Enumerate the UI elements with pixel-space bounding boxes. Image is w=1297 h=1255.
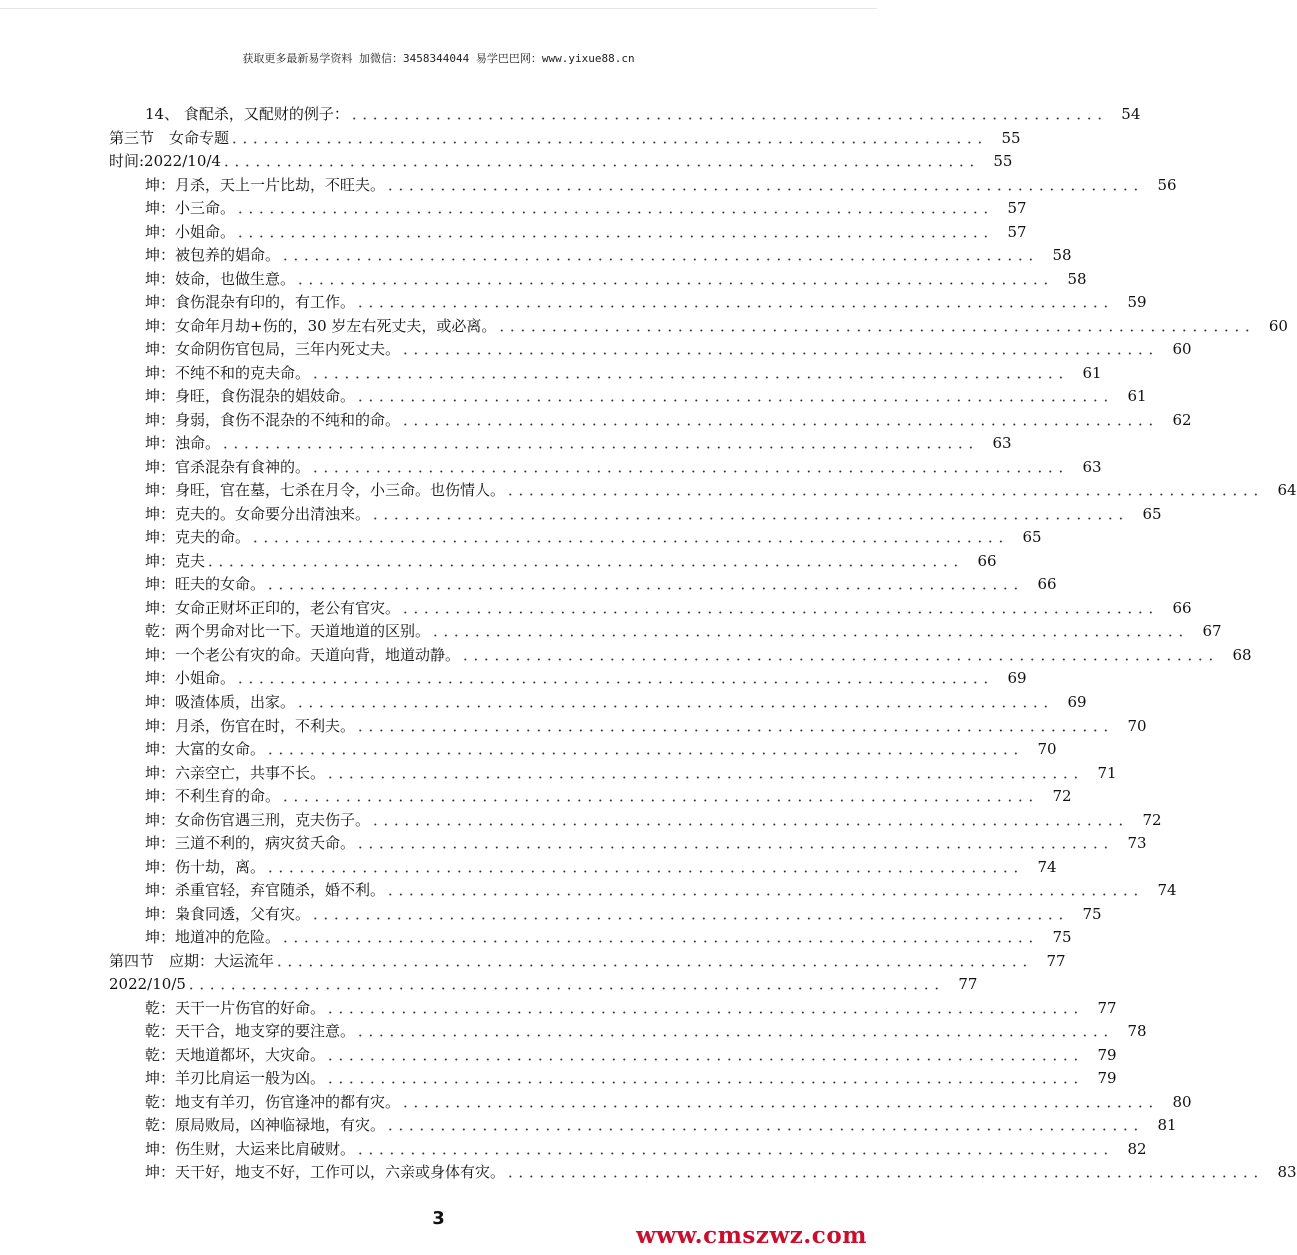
toc-entry-title: 坤：克夫的。女命要分出清浊来。 — [145, 504, 371, 523]
toc-entry — [109, 1162, 1297, 1182]
dot-leader: ．．．．．．．．．．．．．．．．．．．．．．．．．．．．．．．．．．．．．．．．．．．．．．．．．．．．．．．．．．．．．．．．．．．．．．．． — [298, 693, 1062, 711]
toc-entry-page: 62 — [1172, 410, 1192, 429]
toc-entry-title: 坤：小三命。 — [145, 199, 236, 218]
toc-entry-title: 坤：地道冲的危险。 — [145, 928, 281, 947]
dot-leader: ．．．．．．．．．．．．．．．．．．．．．．．．．．．．．．．．．．．．．．．．．．．．．．．．．．．．．．．．．．．．．．．．．．．．．．．． — [403, 598, 1167, 617]
toc-entry-page: 54 — [1121, 105, 1141, 123]
toc-entry-title: 坤：官杀混杂有食神的。 — [145, 457, 311, 476]
toc-entry-title: 乾：原局败局，凶神临禄地，有灾。 — [145, 1116, 386, 1135]
toc-entry-title: 14、 食配杀，又配财的例子： — [145, 105, 349, 123]
dot-leader: ．．．．．．．．．．．．．．．．．．．．．．．．．．．．．．．．．．．．．．．．．．．．．．．．．．．．．．．．．．．．．．．．．．．．．．．． — [463, 645, 1227, 664]
toc-entry-page: 70 — [1037, 740, 1057, 759]
toc-entry — [109, 363, 1102, 383]
dot-leader: ．．．．．．．．．．．．．．．．．．．．．．．．．．．．．．．．．．．．．．．．．．．．．．．．．．．．．．．．．．．．．．．．．．．．．．．． — [328, 763, 1092, 782]
dot-leader: ．．．．．．．．．．．．．．．．．．．．．．．．．．．．．．．．．．．．．．．．．．．．．．．．．．．．．．．．．．．．．．．．．．．．．．．． — [358, 1139, 1122, 1158]
dot-leader: ．．．．．．．．．．．．．．．．．．．．．．．．．．．．．．．．．．．．．．．．．．．．．．．．．．．．．．．．．．．．．．．．．．．．．．．． — [188, 975, 953, 994]
toc-entry-page: 59 — [1127, 293, 1147, 312]
toc-entry — [109, 410, 1192, 430]
toc-entry — [109, 904, 1102, 924]
toc-entry-page: 73 — [1127, 834, 1147, 853]
dot-leader: ．．．．．．．．．．．．．．．．．．．．．．．．．．．．．．．．．．．．．．．．．．．．．．．．．．．．．．．．．．．．．．．．．．．．．．．． — [328, 1069, 1092, 1088]
toc-entry — [109, 810, 1162, 830]
dot-leader: ．．．．．．．．．．．．．．．．．．．．．．．．．．．．．．．．．．．．．．．．．．．．．．．．．．．．．．．．．．．．．．．．．．．．．．．． — [358, 387, 1122, 406]
toc-entry — [109, 739, 1057, 759]
dot-leader: ．．．．．．．．．．．．．．．．．．．．．．．．．．．．．．．．．．．．．．．．．．．．．．．．．．．．．．．．．．．．．．．．．．．．．．．． — [283, 787, 1047, 806]
toc-entry — [109, 1068, 1117, 1088]
toc-entry-page: 83 — [1277, 1163, 1297, 1182]
toc-entry-title: 坤：被包养的娼命。 — [145, 246, 281, 265]
dot-leader: ．．．．．．．．．．．．．．．．．．．．．．．．．．．．．．．．．．．．．．．．．．．．．．．．．．．．．．．．．．．．．．．．．．．．．．．． — [313, 363, 1077, 382]
toc-entry-title: 坤：女命年月劫+伤的，30 岁左右死丈夫，或必离。 — [145, 316, 497, 335]
toc-entry — [109, 621, 1222, 641]
dot-leader: ．．．．．．．．．．．．．．．．．．．．．．．．．．．．．．．．．．．．．．．．．．．．．．．．．．．．．．．．．．．．．．．．．．．．．．．． — [373, 504, 1137, 523]
dot-leader: ．．．．．．．．．．．．．．．．．．．．．．．．．．．．．．．．．．．．．．．．．．．．．．．．．．．．．．．．．．．．．．．．．．．．．．．． — [403, 1092, 1167, 1111]
toc-entry-page: 60 — [1268, 316, 1288, 335]
toc-entry-title: 坤：小姐命。 — [145, 669, 236, 688]
toc-entry-page: 72 — [1142, 810, 1162, 829]
toc-entry — [109, 433, 1012, 453]
toc-entry-page: 81 — [1157, 1116, 1177, 1135]
dot-leader: ．．．．．．．．．．．．．．．．．．．．．．．．．．．．．．．．．．．．．．．．．．．．．．．．．．．．．．．．．．．．．．．．．．．．．．．． — [388, 881, 1152, 900]
toc-entry — [109, 927, 1072, 947]
toc-entry-page: 61 — [1127, 387, 1147, 406]
toc-entry-title: 坤：大富的女命。 — [145, 740, 266, 759]
toc-entry — [109, 339, 1192, 359]
toc-entry-title: 第三节 女命专题 — [109, 128, 230, 147]
toc-entry-page: 56 — [1157, 175, 1177, 194]
toc-entry-page: 78 — [1127, 1022, 1147, 1041]
toc-entry — [109, 504, 1162, 524]
dot-leader: ．．．．．．．．．．．．．．．．．．．．．．．．．．．．．．．．．．．．．．．．．．．．．．．．．．．．．．．．．．．．．．．．．．．．．．．． — [277, 951, 1041, 970]
toc-entry-title: 坤：妓命，也做生意。 — [145, 269, 296, 288]
toc-entry — [109, 668, 1027, 688]
toc-entry-page: 69 — [1007, 669, 1027, 688]
toc-entry — [109, 198, 1027, 218]
toc-entry-title: 坤：六亲空亡，共事不长。 — [145, 763, 326, 782]
toc-entry — [109, 222, 1027, 242]
toc-entry — [109, 104, 1141, 124]
dot-leader: ．．．．．．．．．．．．．．．．．．．．．．．．．．．．．．．．．．．．．．．．．．．．．．．．．．．．．．．．．．．．．．．．．．．．．．．． — [268, 740, 1032, 759]
toc-entry-page: 82 — [1127, 1139, 1147, 1158]
toc-entry-title: 坤：伤生财，大运来比肩破财。 — [145, 1139, 356, 1158]
dot-leader: ．．．．．．．．．．．．．．．．．．．．．．．．．．．．．．．．．．．．．．．．．．．．．．．．．．．．．．．．．．．．．．．．．．．．．．．． — [298, 269, 1062, 288]
dot-leader: ．．．．．．．．．．．．．．．．．．．．．．．．．．．．．．．．．．．．．．．．．．．．．．．．．．．．．．．．．．．．．．．．．．．．．．．． — [508, 481, 1272, 500]
dot-leader: ．．．．．．．．．．．．．．．．．．．．．．．．．．．．．．．．．．．．．．．．．．．．．．．．．．．．．．．．．．．．．．．．．．．．．．．． — [223, 152, 988, 171]
dot-leader: ．．．．．．．．．．．．．．．．．．．．．．．．．．．．．．．．．．．．．．．．．．．．．．．．．．．．．．．．．．．．．．．．．．．．．．．． — [328, 1045, 1092, 1064]
toc-entry-title: 2022/10/5 — [109, 975, 186, 994]
toc-entry-page: 57 — [1007, 222, 1027, 241]
toc-entry — [109, 1045, 1117, 1065]
toc-entry — [109, 527, 1042, 547]
toc-entry-page: 70 — [1127, 716, 1147, 735]
dot-leader: ．．．．．．．．．．．．．．．．．．．．．．．．．．．．．．．．．．．．．．．．．．．．．．．．．．．．．．．．．．．．．．．．．．．．．．．． — [208, 551, 972, 570]
toc-entry-title: 坤：不利生育的命。 — [145, 787, 281, 806]
toc-entry-page: 77 — [1046, 951, 1066, 970]
toc-entry-page: 58 — [1067, 269, 1087, 288]
toc-entry-page: 79 — [1097, 1045, 1117, 1064]
toc-entry-page: 63 — [1082, 457, 1102, 476]
toc-entry-title: 坤：身旺，官在墓，七杀在月令，小三命。也伤情人。 — [145, 481, 506, 500]
toc-entry-page: 66 — [1037, 575, 1057, 594]
toc-entry — [109, 645, 1252, 665]
dot-leader: ．．．．．．．．．．．．．．．．．．．．．．．．．．．．．．．．．．．．．．．．．．．．．．．．．．．．．．．．．．．．．．．．．．．．．．．． — [238, 199, 1002, 218]
toc-entry-page: 75 — [1052, 928, 1072, 947]
dot-leader: ．．．．．．．．．．．．．．．．．．．．．．．．．．．．．．．．．．．．．．．．．．．．．．．．．．．．．．．．．．．．．．．．．．．．．．．． — [253, 528, 1017, 547]
dot-leader: ．．．．．．．．．．．．．．．．．．．．．．．．．．．．．．．．．．．．．．．．．．．．．．．．．．．．．．．．．．．．．．．．．．．．．．．． — [268, 857, 1032, 876]
toc-entry — [109, 833, 1147, 853]
toc-entry-title: 坤：羊刃比肩运一般为凶。 — [145, 1069, 326, 1088]
toc-entry-title: 乾：天地道都坏，大灾命。 — [145, 1045, 326, 1064]
toc-entry-page: 63 — [992, 434, 1012, 453]
toc-entry-title: 坤：克夫 — [145, 551, 206, 570]
toc-entry-title: 坤：月杀，天上一片比劫，不旺夫。 — [145, 175, 386, 194]
toc-entry-title: 坤：女命正财坏正印的，老公有官灾。 — [145, 598, 401, 617]
toc-entry-title: 坤：天干好，地支不好，工作可以，六亲或身体有灾。 — [145, 1163, 506, 1182]
toc-entry-title: 坤：女命阴伤官包局，三年内死丈夫。 — [145, 340, 401, 359]
toc-entry — [109, 716, 1147, 736]
toc-entry-page: 72 — [1052, 787, 1072, 806]
dot-leader: ．．．．．．．．．．．．．．．．．．．．．．．．．．．．．．．．．．．．．．．．．．．．．．．．．．．．．．．．．．．．．．．．．．．．．．．． — [232, 128, 996, 147]
toc-entry-page: 55 — [993, 152, 1013, 171]
toc-entry-page: 80 — [1172, 1092, 1192, 1111]
dot-leader: ．．．．．．．．．．．．．．．．．．．．．．．．．．．．．．．．．．．．．．．．．．．．．．．．．．．．．．．．．．．．．．．．．．．．．．．． — [358, 1022, 1122, 1041]
toc-entry-title: 坤：食伤混杂有印的，有工作。 — [145, 293, 356, 312]
toc-entry-title: 第四节 应期：大运流年 — [109, 951, 275, 970]
toc-entry-title: 坤：三道不利的，病灾贫夭命。 — [145, 834, 356, 853]
dot-leader: ．．．．．．．．．．．．．．．．．．．．．．．．．．．．．．．．．．．．．．．．．．．．．．．．．．．．．．．．．．．．．．．．．．．．．．．． — [223, 434, 987, 453]
dot-leader: ．．．．．．．．．．．．．．．．．．．．．．．．．．．．．．．．．．．．．．．．．．．．．．．．．．．．．．．．．．．．．．．．．．．．．．．． — [358, 834, 1122, 853]
toc-entry — [109, 316, 1288, 336]
toc-entry-title: 乾：两个男命对比一下。天道地道的区别。 — [145, 622, 431, 641]
toc-entry — [109, 1092, 1192, 1112]
dot-leader: ．．．．．．．．．．．．．．．．．．．．．．．．．．．．．．．．．．．．．．．．．．．．．．．．．．．．．．．．．．．．．．．．．．．．．．．． — [328, 998, 1092, 1017]
dot-leader: ．．．．．．．．．．．．．．．．．．．．．．．．．．．．．．．．．．．．．．．．．．．．．．．．．．．．．．．．．．．．．．．．．．．．．．．． — [283, 246, 1047, 265]
toc-entry-title: 坤：吸渣体质，出家。 — [145, 693, 296, 711]
toc-entry-title: 时间:2022/10/4 — [109, 152, 221, 171]
dot-leader: ．．．．．．．．．．．．．．．．．．．．．．．．．．．．．．．．．．．．．．．．．．．．．．．．．．．．．．．．．．．．．．．．．．．．．．．． — [403, 410, 1167, 429]
dot-leader: ．．．．．．．．．．．．．．．．．．．．．．．．．．．．．．．．．．．．．．．．．．．．．．．．．．．．．．．．．．．．．．．．．．．．．．．． — [351, 105, 1116, 123]
toc-entry-page: 57 — [1007, 199, 1027, 218]
toc-entry — [109, 175, 1177, 195]
toc-entry — [109, 1139, 1147, 1159]
toc-entry — [109, 1021, 1147, 1041]
toc-entry — [109, 574, 1057, 594]
toc-entry-page: 60 — [1172, 340, 1192, 359]
toc-entry-title: 坤：克夫的命。 — [145, 528, 251, 547]
top-border-line — [0, 8, 877, 9]
toc-entry-page: 68 — [1232, 645, 1252, 664]
toc-entry-page: 65 — [1142, 504, 1162, 523]
toc-entry-page: 79 — [1097, 1069, 1117, 1088]
dot-leader: ．．．．．．．．．．．．．．．．．．．．．．．．．．．．．．．．．．．．．．．．．．．．．．．．．．．．．．．．．．．．．．．．．．．．．．．． — [268, 575, 1032, 594]
toc-entry-page: 66 — [1172, 598, 1192, 617]
dot-leader: ．．．．．．．．．．．．．．．．．．．．．．．．．．．．．．．．．．．．．．．．．．．．．．．．．．．．．．．．．．．．．．．．．．．．．．．． — [499, 316, 1263, 335]
toc-entry-page: 61 — [1082, 363, 1102, 382]
toc-entry-title: 乾：天干一片伤官的好命。 — [145, 998, 326, 1017]
toc-entry — [109, 386, 1147, 406]
toc-entry — [109, 551, 997, 571]
toc-entry-title: 乾：地支有羊刃，伤官逢冲的都有灾。 — [145, 1092, 401, 1111]
toc-entry — [109, 998, 1117, 1018]
toc-entry — [109, 786, 1072, 806]
dot-leader: ．．．．．．．．．．．．．．．．．．．．．．．．．．．．．．．．．．．．．．．．．．．．．．．．．．．．．．．．．．．．．．．．．．．．．．．． — [358, 293, 1122, 312]
toc-entry-page: 77 — [1097, 998, 1117, 1017]
toc-entry-title: 坤：杀重官轻，弃官随杀，婚不利。 — [145, 881, 386, 900]
dot-leader: ．．．．．．．．．．．．．．．．．．．．．．．．．．．．．．．．．．．．．．．．．．．．．．．．．．．．．．．．．．．．．．．．．．．．．．．． — [433, 622, 1197, 641]
toc-entry-title: 坤：不纯不和的克夫命。 — [145, 363, 311, 382]
header-banner: 获取更多最新易学资料 加微信：3458344044 易学巴巴网：www.yixue88.cn — [242, 52, 635, 65]
toc-entry-page: 65 — [1022, 528, 1042, 547]
dot-leader: ．．．．．．．．．．．．．．．．．．．．．．．．．．．．．．．．．．．．．．．．．．．．．．．．．．．．．．．．．．．．．．．．．．．．．．．． — [403, 340, 1167, 359]
toc-entry-page: 69 — [1067, 693, 1087, 711]
toc-entry — [109, 245, 1072, 265]
toc-entry — [109, 269, 1087, 289]
toc-entry-page: 55 — [1001, 128, 1021, 147]
toc-entry-page: 77 — [958, 975, 978, 994]
toc-entry — [109, 292, 1147, 312]
toc-entry-page: 58 — [1052, 246, 1072, 265]
toc-entry — [109, 151, 1013, 171]
toc-entry — [109, 128, 1021, 148]
toc-entry-title: 坤：伤十劫，离。 — [145, 857, 266, 876]
toc-entry-title: 坤：月杀，伤官在时，不利夫。 — [145, 716, 356, 735]
toc-entry-page: 71 — [1097, 763, 1117, 782]
dot-leader: ．．．．．．．．．．．．．．．．．．．．．．．．．．．．．．．．．．．．．．．．．．．．．．．．．．．．．．．．．．．．．．．．．．．．．．．． — [313, 457, 1077, 476]
toc-entry-title: 坤：旺夫的女命。 — [145, 575, 266, 594]
toc-entry — [109, 457, 1102, 477]
toc-entry-title: 坤：身弱，食伤不混杂的不纯和的命。 — [145, 410, 401, 429]
toc-entry — [109, 880, 1177, 900]
toc-entry-title: 坤：身旺，食伤混杂的娼妓命。 — [145, 387, 356, 406]
dot-leader: ．．．．．．．．．．．．．．．．．．．．．．．．．．．．．．．．．．．．．．．．．．．．．．．．．．．．．．．．．．．．．．．．．．．．．．．． — [508, 1163, 1272, 1182]
toc-entry — [109, 763, 1117, 783]
toc-entry-title: 坤：浊命。 — [145, 434, 221, 453]
toc-entry-page: 67 — [1202, 622, 1222, 641]
toc-entry-title: 坤：女命伤官遇三刑，克夫伤子。 — [145, 810, 371, 829]
toc-entry-page: 64 — [1277, 481, 1297, 500]
toc-entry — [109, 974, 978, 994]
toc-entry — [109, 1115, 1177, 1135]
toc-entry-page: 75 — [1082, 904, 1102, 923]
dot-leader: ．．．．．．．．．．．．．．．．．．．．．．．．．．．．．．．．．．．．．．．．．．．．．．．．．．．．．．．．．．．．．．．．．．．．．．．． — [388, 175, 1152, 194]
toc-entry-page: 66 — [977, 551, 997, 570]
toc-entry-page: 74 — [1037, 857, 1057, 876]
toc-entry-title: 坤：枭食同透，父有灾。 — [145, 904, 311, 923]
dot-leader: ．．．．．．．．．．．．．．．．．．．．．．．．．．．．．．．．．．．．．．．．．．．．．．．．．．．．．．．．．．．．．．．．．．．．．．．． — [313, 904, 1077, 923]
toc-entry — [109, 480, 1297, 500]
toc-entry-title: 坤：小姐命。 — [145, 222, 236, 241]
page-number: 3 — [432, 1208, 445, 1229]
toc-entry-page: 74 — [1157, 881, 1177, 900]
dot-leader: ．．．．．．．．．．．．．．．．．．．．．．．．．．．．．．．．．．．．．．．．．．．．．．．．．．．．．．．．．．．．．．．．．．．．．．．． — [373, 810, 1137, 829]
toc-entry — [109, 951, 1066, 971]
dot-leader: ．．．．．．．．．．．．．．．．．．．．．．．．．．．．．．．．．．．．．．．．．．．．．．．．．．．．．．．．．．．．．．．．．．．．．．．． — [238, 222, 1002, 241]
watermark-text: www.cmszwz.com — [636, 1222, 867, 1249]
dot-leader: ．．．．．．．．．．．．．．．．．．．．．．．．．．．．．．．．．．．．．．．．．．．．．．．．．．．．．．．．．．．．．．．．．．．．．．．． — [358, 716, 1122, 735]
toc-entry — [109, 692, 1087, 712]
dot-leader: ．．．．．．．．．．．．．．．．．．．．．．．．．．．．．．．．．．．．．．．．．．．．．．．．．．．．．．．．．．．．．．．．．．．．．．．． — [283, 928, 1047, 947]
toc-entry — [109, 598, 1192, 618]
dot-leader: ．．．．．．．．．．．．．．．．．．．．．．．．．．．．．．．．．．．．．．．．．．．．．．．．．．．．．．．．．．．．．．．．．．．．．．．． — [388, 1116, 1152, 1135]
toc-entry-title: 坤：一个老公有灾的命。天道向背，地道动静。 — [145, 645, 461, 664]
toc-entry — [109, 857, 1057, 877]
dot-leader: ．．．．．．．．．．．．．．．．．．．．．．．．．．．．．．．．．．．．．．．．．．．．．．．．．．．．．．．．．．．．．．．．．．．．．．．． — [238, 669, 1002, 688]
toc-entry-title: 乾：天干合，地支穿的要注意。 — [145, 1022, 356, 1041]
